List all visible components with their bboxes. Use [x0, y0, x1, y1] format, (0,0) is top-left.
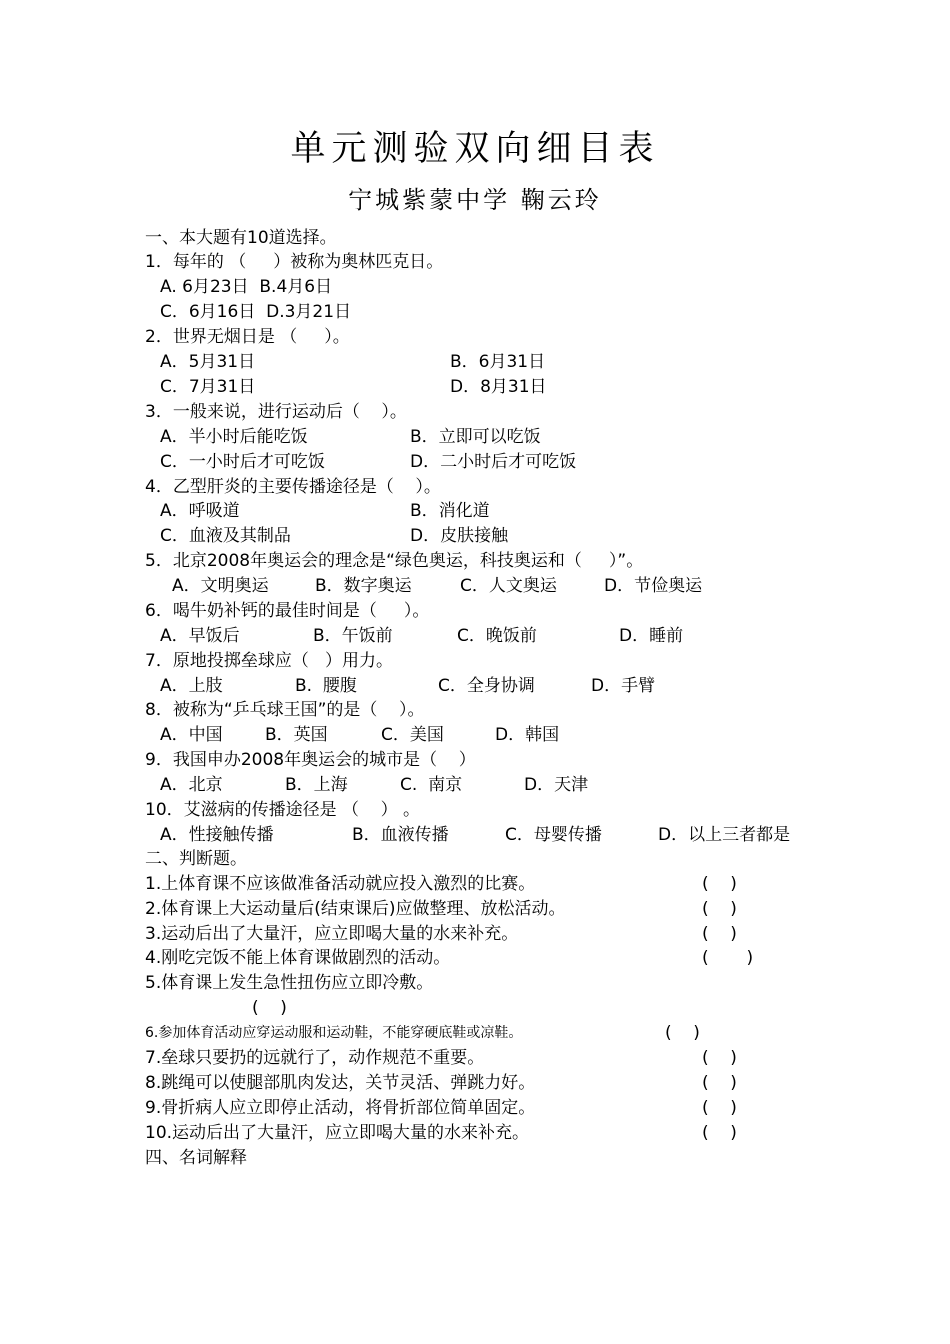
judge-answer-blank-8: ( ) — [702, 1073, 737, 1093]
q2-option-c: C．7月31日 — [160, 377, 256, 397]
question-2: 2．世界无烟日是 （ ）。 — [145, 327, 350, 347]
q3-option-a: A．半小时后能吃饭 — [160, 427, 308, 447]
q3-option-b: B．立即可以吃饭 — [410, 427, 541, 447]
q8-option-c: C．美国 — [381, 725, 444, 745]
question-4: 4．乙型肝炎的主要传播途径是（ ）。 — [145, 477, 441, 497]
judge-item-7: 7.垒球只要扔的远就行了，动作规范不重要。 — [145, 1048, 485, 1068]
judge-answer-blank-1: ( ) — [702, 874, 737, 894]
q8-option-a: A．中国 — [160, 725, 223, 745]
q7-option-a: A．上肢 — [160, 676, 223, 696]
judge-item-6: 6.参加体育活动应穿运动服和运动鞋，不能穿硬底鞋或凉鞋。 — [145, 1025, 523, 1041]
q6-option-c: C．晚饭前 — [457, 626, 537, 646]
q6-option-b: B．午饭前 — [313, 626, 393, 646]
judge-item-9: 9.骨折病人应立即停止活动，将骨折部位简单固定。 — [145, 1098, 536, 1118]
q4-option-a: A．呼吸道 — [160, 501, 240, 521]
question-3: 3．一般来说，进行运动后（ ）。 — [145, 402, 407, 422]
q3-option-c: C．一小时后才可吃饭 — [160, 452, 325, 472]
q4-option-c: C．血液及其制品 — [160, 526, 291, 546]
q10-option-c: C．母婴传播 — [505, 825, 602, 845]
q8-option-b: B．英国 — [265, 725, 328, 745]
q9-option-a: A．北京 — [160, 775, 223, 795]
q7-option-b: B. 腰腹 — [295, 676, 357, 696]
q8-option-d: D．韩国 — [495, 725, 560, 745]
q7-option-d: D．手臂 — [591, 676, 656, 696]
judge-item-2: 2.体育课上大运动量后(结束课后)应做整理、放松活动。 — [145, 899, 566, 919]
q10-option-d: D．以上三者都是 — [658, 825, 791, 845]
q9-option-b: B．上海 — [285, 775, 348, 795]
q1-options-row1: A. 6月23日 B.4月6日 — [160, 277, 333, 297]
judge-item-4: 4.刚吃完饭不能上体育课做剧烈的活动。 — [145, 948, 451, 968]
section4-heading: 四、名词解释 — [145, 1148, 247, 1168]
section2-heading: 二、判断题。 — [145, 849, 247, 869]
judge-item-3: 3.运动后出了大量汗，应立即喝大量的水来补充。 — [145, 924, 519, 944]
judge-answer-blank-10: ( ) — [702, 1123, 737, 1143]
question-10: 10．艾滋病的传播途径是 （ ） 。 — [145, 800, 421, 820]
judge-item-5: 5.体育课上发生急性扭伤应立即冷敷。 — [145, 973, 434, 993]
q6-option-d: D．睡前 — [619, 626, 684, 646]
q5-option-c: C．人文奥运 — [460, 576, 557, 596]
q5-option-d: D．节俭奥运 — [604, 576, 703, 596]
q5-option-a: A．文明奥运 — [172, 576, 269, 596]
q5-option-b: B．数字奥运 — [315, 576, 412, 596]
judge-answer-blank-2: ( ) — [702, 899, 737, 919]
question-6: 6．喝牛奶补钙的最佳时间是（ ）。 — [145, 601, 430, 621]
question-7: 7．原地投掷垒球应（ ）用力。 — [145, 651, 394, 671]
question-1: 1．每年的 （ ）被称为奥林匹克日。 — [145, 252, 444, 272]
q2-option-d: D．8月31日 — [450, 377, 547, 397]
question-5: 5．北京2008年奥运会的理念是“绿色奥运，科技奥运和（ ）”。 — [145, 551, 644, 571]
q2-option-a: A．5月31日 — [160, 352, 256, 372]
q2-option-b: B．6月31日 — [450, 352, 546, 372]
q10-option-a: A．性接触传播 — [160, 825, 274, 845]
judge-answer-blank-3: ( ) — [702, 924, 737, 944]
q7-option-c: C．全身协调 — [438, 676, 535, 696]
page-title: 单元测验双向细目表 — [290, 129, 660, 169]
q9-option-d: D．天津 — [524, 775, 589, 795]
judge-answer-blank-7: ( ) — [702, 1048, 737, 1068]
q4-option-b: B．消化道 — [410, 501, 490, 521]
section1-heading: 一、本大题有10道选择。 — [145, 228, 337, 248]
q10-option-b: B．血液传播 — [352, 825, 449, 845]
judge-answer-blank-6: ( ) — [665, 1023, 700, 1043]
page-subtitle: 宁城紫蒙中学 鞠云玲 — [348, 186, 602, 214]
q4-option-d: D．皮肤接触 — [410, 526, 509, 546]
q3-option-d: D．二小时后才可吃饭 — [410, 452, 577, 472]
judge-answer-blank-5: ( ) — [252, 998, 287, 1018]
q9-option-c: C. 南京 — [400, 775, 463, 795]
question-9: 9．我国申办2008年奥运会的城市是（ ） — [145, 750, 476, 770]
q6-option-a: A．早饭后 — [160, 626, 240, 646]
judge-item-8: 8.跳绳可以使腿部肌肉发达，关节灵活、弹跳力好。 — [145, 1073, 536, 1093]
question-8: 8．被称为“乒乓球王国”的是（ ）。 — [145, 700, 425, 720]
judge-answer-blank-9: ( ) — [702, 1098, 737, 1118]
judge-item-10: 10.运动后出了大量汗，应立即喝大量的水来补充。 — [145, 1123, 530, 1143]
q1-options-row2: C．6月16日 D.3月21日 — [160, 302, 352, 322]
judge-item-1: 1.上体育课不应该做准备活动就应投入激烈的比赛。 — [145, 874, 536, 894]
judge-answer-blank-4: ( ) — [702, 948, 754, 968]
